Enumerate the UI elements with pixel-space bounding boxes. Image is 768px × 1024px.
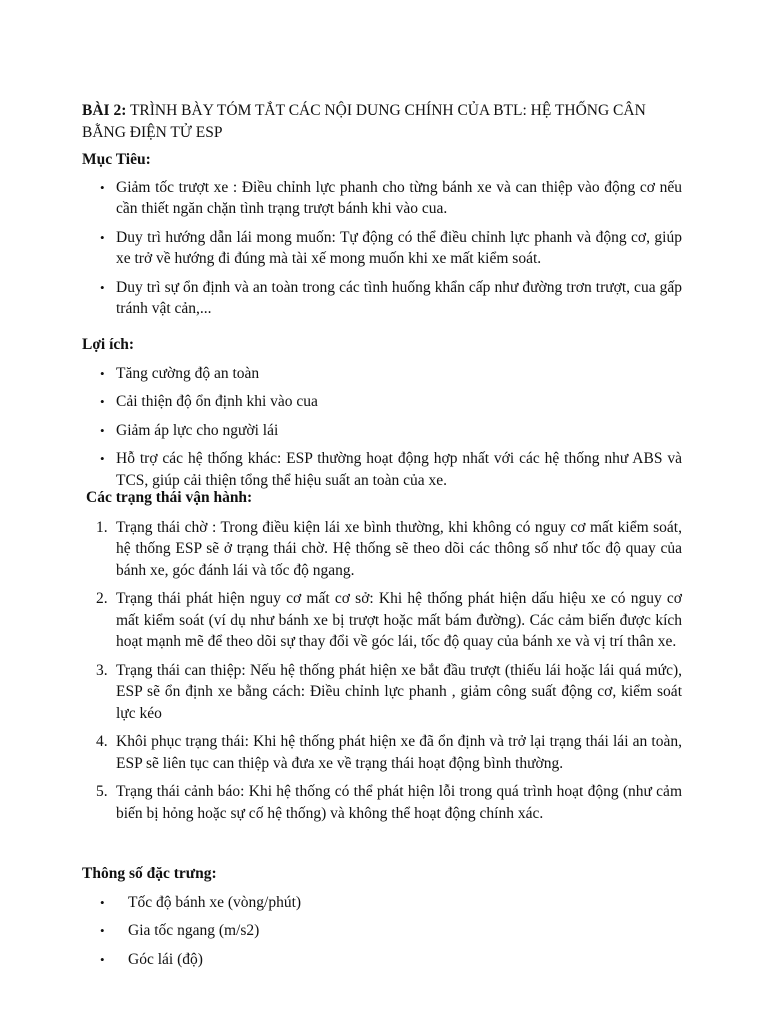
section-thong-so: [82, 863, 682, 977]
muc-tieu-list: [82, 177, 682, 320]
list-item: • Giảm áp lực cho người lái: [82, 420, 682, 442]
section-heading-trang-thai: Các trạng thái vận hành:: [86, 489, 253, 506]
list-item: • Giảm tốc trượt xe : Điều chỉnh lực phanh cho từng bánh xe và can thiệp vào động cơ nếu cần thiết ngăn chặn tình trạng trượt bánh khi vào cua.: [82, 177, 682, 220]
list-item: [82, 660, 682, 725]
section-heading-thong-so: Thông số đặc trưng:: [82, 865, 217, 882]
item-text: Trạng thái chờ : Trong điều kiện lái xe bình thường, khi không có nguy cơ mất kiểm soát, hệ thống ESP sẽ ở trạng thái chờ. Hệ thống sẽ theo dõi các thông số như tốc độ quay của bánh xe, góc đánh lái và tốc độ ngang.: [116, 518, 682, 579]
section-heading-loi-ich: Lợi ích:: [82, 336, 135, 353]
document-title: [82, 100, 672, 143]
item-text: Trạng thái phát hiện nguy cơ mất cơ sở: Khi hệ thống phát hiện dấu hiệu xe có nguy cơ mất kiểm soát (ví dụ như bánh xe bị trượt hoặc mất bám đường). Các cảm biến được kích hoạt mạnh mẽ để theo dõi sự thay đổi về góc lái, tốc độ quay của bánh xe và vị trí thân xe.: [116, 590, 682, 650]
list-item: • Góc lái (độ): [82, 949, 682, 971]
loi-ich-list: [82, 363, 682, 492]
trang-thai-list: [82, 517, 682, 825]
item-number: 2.: [96, 590, 108, 607]
thong-so-list: [82, 892, 682, 971]
list-item: [82, 731, 682, 774]
section-muc-tieu: [82, 149, 682, 327]
list-item: • Hỗ trợ các hệ thống khác: ESP thường hoạt động hợp nhất với các hệ thống như ABS và TCS, giúp cải thiện tổng thể hiệu suất an toàn của xe.: [82, 448, 682, 491]
item-number: 1.: [96, 518, 108, 536]
item-number: 5.: [96, 783, 108, 800]
section-trang-thai: [82, 487, 682, 831]
list-item: • Duy trì hướng dẫn lái mong muốn: Tự động có thể điều chỉnh lực phanh và động cơ, giúp xe trở về hướng đi đúng mà tài xế mong muốn khi xe mất kiểm soát.: [82, 227, 682, 270]
list-item: [82, 517, 682, 582]
list-item: [82, 588, 682, 653]
list-item: • Duy trì sự ổn định và an toàn trong các tình huống khẩn cấp như đường trơn trượt, cua gấp tránh vật cản,...: [82, 277, 682, 320]
item-text: Trạng thái can thiệp: Nếu hệ thống phát hiện xe bắt đầu trượt (thiếu lái hoặc lái quá mức), ESP sẽ ổn định xe bằng cách: Điều chỉnh lực phanh , giảm công suất động cơ, kiểm soát lực kéo: [116, 661, 682, 722]
section-loi-ich: [82, 334, 682, 498]
section-heading-muc-tieu: Mục Tiêu:: [82, 151, 151, 168]
item-text: Trạng thái cảnh báo: Khi hệ thống có thể phát hiện lỗi trong quá trình hoạt động (như cảm biến bị hỏng hoặc sự cố hệ thống) và không thể hoạt động chính xác.: [116, 783, 682, 822]
item-number: 3.: [96, 661, 108, 679]
list-item: • Tăng cường độ an toàn: [82, 363, 682, 385]
list-item: [82, 781, 682, 824]
list-item: • Tốc độ bánh xe (vòng/phút): [82, 892, 682, 914]
item-text: Khôi phục trạng thái: Khi hệ thống phát hiện xe đã ổn định và trở lại trạng thái lái an toàn, ESP sẽ liên tục can thiệp và đưa xe về trạng thái hoạt động bình thường.: [116, 733, 682, 772]
item-number: 4.: [96, 733, 108, 750]
list-item: • Cải thiện độ ổn định khi vào cua: [82, 391, 682, 413]
list-item: • Gia tốc ngang (m/s2): [82, 920, 682, 942]
title-text: TRÌNH BÀY TÓM TẮT CÁC NỘI DUNG CHÍNH CỦA BTL: HỆ THỐNG CÂN BẰNG ĐIỆN TỬ ESP: [82, 102, 646, 141]
title-prefix: BÀI 2:: [82, 102, 127, 119]
